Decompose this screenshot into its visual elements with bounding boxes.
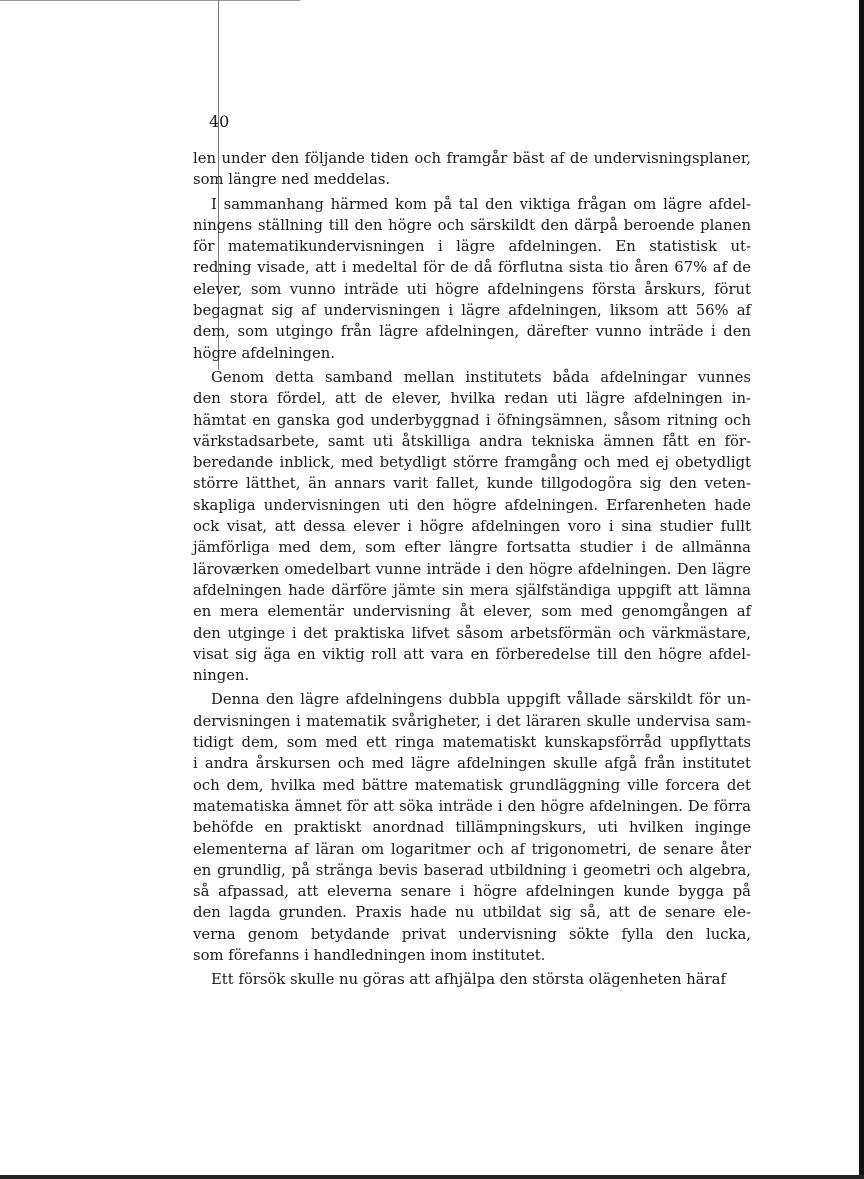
paragraph: [193, 367, 751, 686]
page-number: 40: [209, 112, 230, 131]
text-line: en grundlig, på stränga bevis baserad utbildning i geometri och algebra,: [193, 861, 751, 879]
text-line: Denna den lägre afdelningens dubbla uppgift vållade särskildt för un-: [211, 691, 751, 709]
text-line: matematiska ämnet för att söka inträde i den högre afdelningen. De förra: [193, 797, 751, 815]
text-line: som längre ned meddelas.: [193, 171, 391, 189]
text-line: elementerna af läran om logaritmer och af trigonometri, de senare åter: [193, 840, 751, 858]
text-line: Genom detta samband mellan institutets båda afdelningar vunnes: [211, 368, 751, 386]
text-line: den lagda grunden. Praxis hade nu utbildat sig så, att de senare ele-: [193, 904, 751, 922]
text-line: så afpassad, att eleverna senare i högre afdelningen kunde bygga på: [193, 883, 751, 901]
text-line: läroværken omedelbart vunne inträde i den högre afdelningen. Den lägre: [193, 560, 751, 578]
text-line: ock visat, att dessa elever i högre afdelningen voro i sina studier fullt: [193, 518, 751, 536]
text-line: dem, som utgingo från lägre afdelningen, därefter vunno inträde i den: [193, 323, 751, 341]
text-line: tidigt dem, som med ett ringa matematiskt kunskapsförråd uppflyttats: [193, 734, 751, 752]
text-line: en mera elementär undervisning åt elever, som med genomgången af: [193, 603, 751, 621]
text-line: dervisningen i matematik svårigheter, i det läraren skulle undervisa sam-: [193, 712, 751, 730]
scan-edge-bottom: [0, 1175, 864, 1179]
text-line: och dem, hvilka med bättre matematisk grundläggning ville forcera det: [193, 776, 751, 794]
text-line: ningen.: [193, 667, 250, 685]
text-line: i andra årskursen och med lägre afdelningen skulle afgå från institutet: [193, 755, 751, 773]
text-line: redning visade, att i medeltal för de då förflutna sista tio åren 67% af de: [193, 259, 751, 277]
body-text: [193, 148, 751, 994]
text-line: skapliga undervisningen uti den högre afdelningen. Erfarenheten hade: [193, 496, 751, 514]
text-line: Ett försök skulle nu göras att afhjälpa den största olägenheten häraf: [211, 971, 726, 989]
text-line: den stora fördel, att de elever, hvilka redan uti lägre afdelningen in-: [193, 390, 751, 408]
text-line: som förefanns i handledningen inom institutet.: [193, 946, 546, 964]
text-line: behöfde en praktiskt anordnad tillämpningskurs, uti hvilken inginge: [193, 819, 751, 837]
text-line: elever, som vunno inträde uti högre afdelningens första årskurs, förut: [193, 280, 751, 298]
text-line: för matematikundervisningen i lägre afdelningen. En statistisk ut-: [193, 238, 751, 256]
text-line: begagnat sig af undervisningen i lägre afdelningen, liksom att 56% af: [193, 302, 751, 320]
text-line: den utginge i det praktiska lifvet såsom arbetsförmän och värkmästare,: [193, 624, 751, 642]
text-line: visat sig äga en viktig roll att vara en förberedelse till den högre afdel-: [193, 645, 751, 663]
scan-edge-right: [859, 0, 864, 1179]
text-line: ningens ställning till den högre och särskildt den därpå beroende planen: [193, 216, 751, 234]
paragraph: [193, 969, 751, 990]
text-line: hämtat en ganska god underbyggnad i öfningsämnen, såsom ritning och: [193, 411, 751, 429]
text-line: beredande inblick, med betydligt större framgång och med ej obetydligt: [193, 454, 751, 472]
scan-edge-top: [0, 0, 300, 1]
text-line: värkstadsarbete, samt uti åtskilliga andra tekniska ämnen fått en för-: [193, 432, 751, 450]
text-line: len under den följande tiden och framgår bäst af de undervisningsplaner,: [193, 150, 751, 167]
text-line: afdelningen hade därföre jämte sin mera själfständiga uppgift att lämna: [193, 581, 751, 599]
text-line: jämförliga med dem, som efter längre fortsatta studier i de allmänna: [193, 539, 751, 557]
text-line: I sammanhang härmed kom på tal den viktiga frågan om lägre afdel-: [211, 195, 751, 213]
text-line: högre afdelningen.: [193, 344, 335, 362]
paragraph: [193, 689, 751, 966]
paragraph: [193, 194, 751, 364]
paragraph: [193, 148, 751, 191]
text-line: verna genom betydande privat undervisning sökte fylla den lucka,: [193, 925, 751, 943]
text-line: större lätthet, än annars varit fallet, kunde tillgodogöra sig den veten-: [193, 475, 751, 493]
